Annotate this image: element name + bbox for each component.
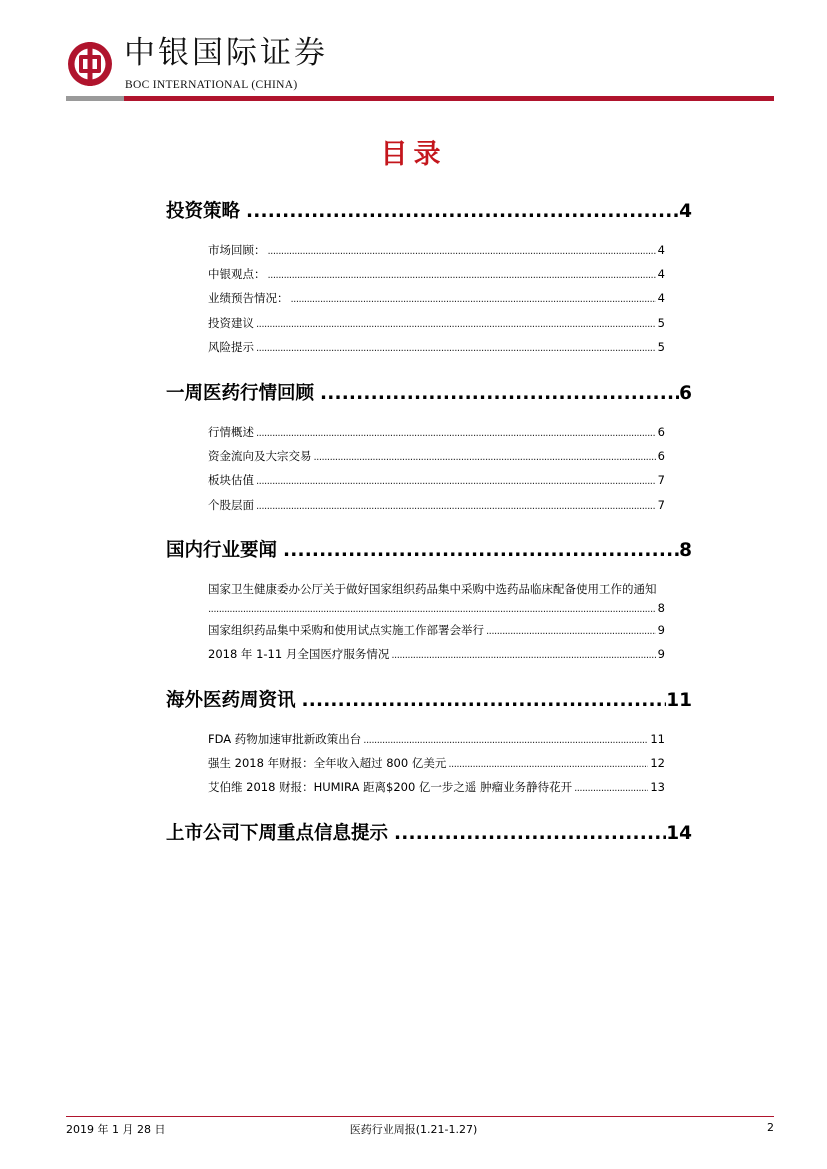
toc-section-label: 海外医药周资讯 bbox=[166, 690, 296, 711]
toc-page-number: 4 bbox=[657, 243, 665, 257]
brand-name-en: BOC INTERNATIONAL (CHINA) bbox=[125, 79, 298, 91]
toc-leader-dots bbox=[283, 540, 679, 561]
toc-section-label: 国内行业要闻 bbox=[166, 540, 278, 561]
toc-item[interactable] bbox=[208, 339, 665, 356]
toc-section-2[interactable] bbox=[166, 379, 692, 405]
toc-page-number: 12 bbox=[650, 756, 665, 770]
toc-item-label: 业绩预告情况： bbox=[208, 291, 289, 305]
toc-page-number: 11 bbox=[650, 732, 665, 746]
toc-item-label: FDA 药物加速审批新政策出台 bbox=[208, 732, 362, 746]
toc-leader-dots bbox=[256, 476, 656, 487]
toc-section-label: 一周医药行情回顾 bbox=[166, 383, 315, 404]
toc-page-number: 9 bbox=[657, 647, 665, 661]
toc-leader-dots bbox=[246, 201, 679, 222]
toc-section-1[interactable] bbox=[166, 197, 692, 223]
footer-page-number: 2 bbox=[767, 1121, 774, 1134]
toc-page-number: 5 bbox=[657, 340, 665, 354]
toc-page-number: 9 bbox=[657, 623, 665, 637]
toc-leader-dots bbox=[448, 759, 648, 770]
toc-page-number: 6 bbox=[657, 425, 665, 439]
toc-leader-dots bbox=[208, 604, 656, 615]
toc-leader-dots bbox=[394, 823, 666, 844]
toc-item[interactable] bbox=[208, 242, 665, 259]
toc-item[interactable] bbox=[208, 448, 665, 465]
toc-page-number: 8 bbox=[657, 601, 665, 615]
toc-item[interactable] bbox=[208, 779, 665, 796]
toc-page-number: 7 bbox=[657, 498, 665, 512]
toc-item-label: 投资建议 bbox=[208, 316, 254, 330]
toc-leader-dots bbox=[391, 650, 655, 661]
toc-item-label: 风险提示 bbox=[208, 340, 254, 354]
toc-page-number: 6 bbox=[657, 449, 665, 463]
toc-page-number: 4 bbox=[679, 201, 692, 222]
toc-page-number: 5 bbox=[657, 316, 665, 330]
toc-page-number: 11 bbox=[666, 690, 692, 711]
toc-item[interactable] bbox=[208, 622, 665, 639]
toc-section-label: 上市公司下周重点信息提示 bbox=[166, 823, 389, 844]
page-header bbox=[0, 0, 827, 110]
toc-item[interactable] bbox=[208, 315, 665, 332]
toc-page-number: 4 bbox=[657, 291, 665, 305]
toc-item-label: 中银观点： bbox=[208, 267, 266, 281]
toc-item-label: 艾伯维 2018 财报：HUMIRA 距离$200 亿一步之遥 肿瘤业务静待花开 bbox=[208, 780, 573, 794]
toc-item[interactable] bbox=[208, 601, 665, 618]
toc-item-wrapped-label[interactable]: 国家卫生健康委办公厅关于做好国家组织药品集中采购中选药品临床配备使用工作的通知 bbox=[208, 582, 657, 596]
toc-section-5[interactable] bbox=[166, 819, 692, 845]
boc-logo-icon bbox=[66, 40, 114, 88]
toc-item-label: 强生 2018 年财报：全年收入超过 800 亿美元 bbox=[208, 756, 447, 770]
toc-item-label: 市场回顾： bbox=[208, 243, 266, 257]
toc-leader-dots bbox=[302, 690, 667, 711]
toc-title: 目录 bbox=[380, 139, 447, 170]
toc-leader-dots bbox=[268, 246, 656, 257]
header-rule-gray bbox=[66, 96, 124, 101]
toc-leader-dots bbox=[256, 501, 656, 512]
toc-item-label: 个股层面 bbox=[208, 498, 254, 512]
toc-item[interactable] bbox=[208, 755, 665, 772]
toc-leader-dots bbox=[256, 343, 656, 354]
toc-section-label: 投资策略 bbox=[166, 201, 241, 222]
toc-item-label: 板块估值 bbox=[208, 473, 254, 487]
toc-page-number: 14 bbox=[666, 823, 692, 844]
toc-leader-dots bbox=[268, 270, 656, 281]
toc-section-3[interactable] bbox=[166, 536, 692, 562]
toc-item[interactable] bbox=[208, 497, 665, 514]
toc-item-label: 2018 年 1-11 月全国医疗服务情况 bbox=[208, 647, 390, 661]
toc-item[interactable] bbox=[208, 290, 665, 307]
footer-report-title: 医药行业周报(1.21-1.27) bbox=[349, 1123, 478, 1136]
toc-leader-dots bbox=[486, 626, 656, 637]
toc-item-label: 行情概述 bbox=[208, 425, 254, 439]
toc-page-number: 13 bbox=[650, 780, 665, 794]
header-rule-red bbox=[124, 96, 774, 101]
toc-leader-dots bbox=[363, 735, 648, 746]
brand-name-cn: 中银国际证券 bbox=[124, 35, 328, 71]
toc-leader-dots bbox=[256, 319, 656, 330]
toc-leader-dots bbox=[256, 428, 656, 439]
toc-page-number: 8 bbox=[679, 540, 692, 561]
toc-leader-dots bbox=[574, 783, 648, 794]
toc-section-4[interactable] bbox=[166, 686, 692, 712]
footer-date: 2019 年 1 月 28 日 bbox=[66, 1123, 166, 1136]
toc-page-number: 7 bbox=[657, 473, 665, 487]
toc-item[interactable] bbox=[208, 472, 665, 489]
toc-item[interactable] bbox=[208, 266, 665, 283]
toc-page-number: 6 bbox=[679, 383, 692, 404]
toc-item[interactable] bbox=[208, 424, 665, 441]
toc-leader-dots bbox=[291, 294, 656, 305]
toc-leader-dots bbox=[314, 452, 656, 463]
toc-page-number: 4 bbox=[657, 267, 665, 281]
toc-leader-dots bbox=[320, 383, 679, 404]
toc-item[interactable] bbox=[208, 646, 665, 663]
toc-item[interactable] bbox=[208, 731, 665, 748]
toc-item-label: 国家组织药品集中采购和使用试点实施工作部署会举行 bbox=[208, 623, 484, 637]
footer-rule bbox=[66, 1116, 774, 1117]
toc-item-label: 资金流向及大宗交易 bbox=[208, 449, 312, 463]
